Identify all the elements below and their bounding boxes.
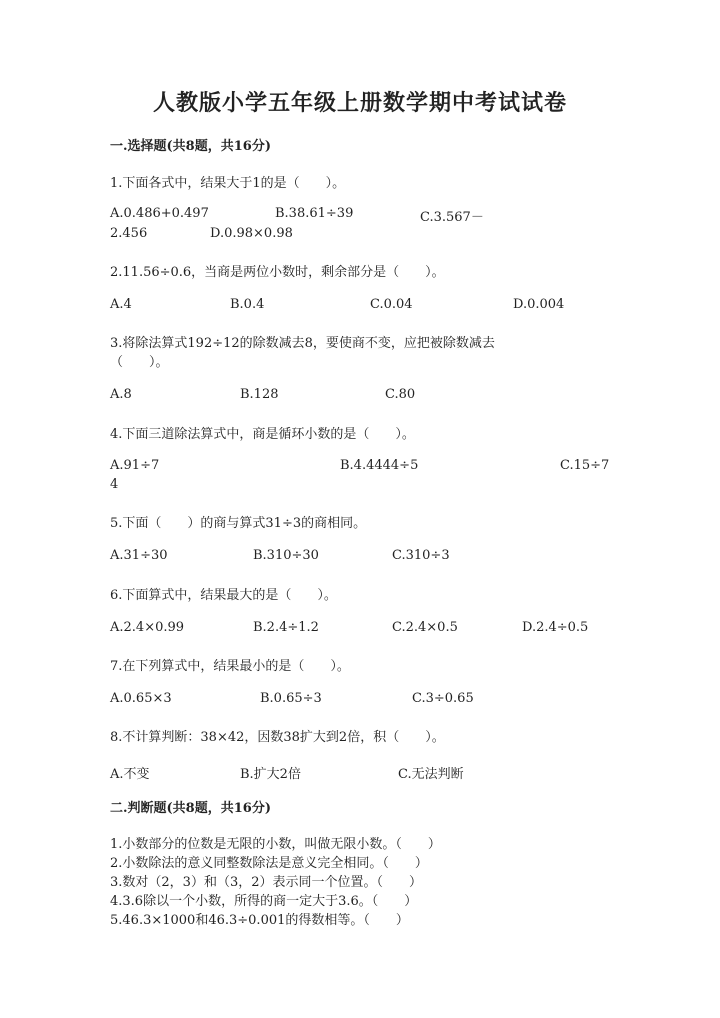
option-3c: C.80 — [385, 387, 416, 402]
option-1a: A.0.486+0.497 — [110, 206, 209, 221]
page-title: 人教版小学五年级上册数学期中考试试卷 — [152, 90, 567, 116]
option-2c: C.0.04 — [370, 297, 413, 312]
section-heading-choice: 一.选择题(共8题，共16分) — [110, 139, 271, 154]
question-4: 4.下面三道除法算式中，商是循环小数的是（ ）。 — [110, 427, 415, 442]
option-5c: C.310÷3 — [392, 548, 450, 563]
option-4a: A.91÷7 — [110, 458, 160, 473]
option-4c: C.15÷7 — [560, 458, 610, 473]
option-6a: A.2.4×0.99 — [110, 620, 185, 635]
option-5a: A.31÷30 — [110, 548, 168, 563]
question-5: 5.下面（ ）的商与算式31÷3的商相同。 — [110, 516, 367, 531]
option-2a: A.4 — [110, 297, 132, 312]
option-6b: B.2.4÷1.2 — [253, 620, 319, 635]
option-6c: C.2.4×0.5 — [392, 620, 458, 635]
question-2: 2.11.56÷0.6，当商是两位小数时，剩余部分是（ ）。 — [110, 265, 445, 280]
question-3: 3.将除法算式192÷12的除数减去8，要使商不变，应把被除数减去 — [110, 336, 495, 351]
judgement-item-3: 3.数对（2，3）和（3，2）表示同一个位置。（ ） — [110, 875, 422, 890]
option-8c: C.无法判断 — [398, 767, 464, 782]
judgement-item-1: 1.小数部分的位数是无限的小数，叫做无限小数。（ ） — [110, 837, 441, 852]
option-4c-continued: 4 — [110, 477, 119, 492]
option-8a: A.不变 — [110, 767, 150, 782]
option-3b: B.128 — [240, 387, 279, 402]
option-1c: C.3.567－ — [420, 210, 484, 225]
option-2b: B.0.4 — [230, 297, 265, 312]
question-3-continued: （ ）。 — [110, 355, 169, 370]
option-5b: B.310÷30 — [253, 548, 319, 563]
option-4b: B.4.4444÷5 — [340, 458, 419, 473]
question-8: 8.不计算判断：38×42，因数38扩大到2倍，积（ ）。 — [110, 730, 445, 745]
option-6d: D.2.4÷0.5 — [522, 620, 589, 635]
option-7b: B.0.65÷3 — [260, 691, 322, 706]
option-1b: B.38.61÷39 — [275, 206, 354, 221]
option-8b: B.扩大2倍 — [240, 767, 301, 782]
question-6: 6.下面算式中，结果最大的是（ ）。 — [110, 588, 337, 603]
option-2d: D.0.004 — [513, 297, 565, 312]
option-1c-continued: 2.456 — [110, 226, 148, 241]
question-7: 7.在下列算式中，结果最小的是（ ）。 — [110, 659, 350, 674]
judgement-item-5: 5.46.3×1000和46.3÷0.001的得数相等。（ ） — [110, 913, 409, 928]
judgement-item-2: 2.小数除法的意义同整数除法是意义完全相同。（ ） — [110, 856, 428, 871]
section-heading-judgement: 二.判断题(共8题，共16分) — [110, 801, 271, 816]
option-7c: C.3÷0.65 — [412, 691, 474, 706]
judgement-item-4: 4.3.6除以一个小数，所得的商一定大于3.6。（ ） — [110, 894, 418, 909]
option-7a: A.0.65×3 — [110, 691, 172, 706]
option-3a: A.8 — [110, 387, 132, 402]
question-1: 1.下面各式中，结果大于1的是（ ）。 — [110, 176, 346, 191]
option-1d: D.0.98×0.98 — [210, 226, 293, 241]
